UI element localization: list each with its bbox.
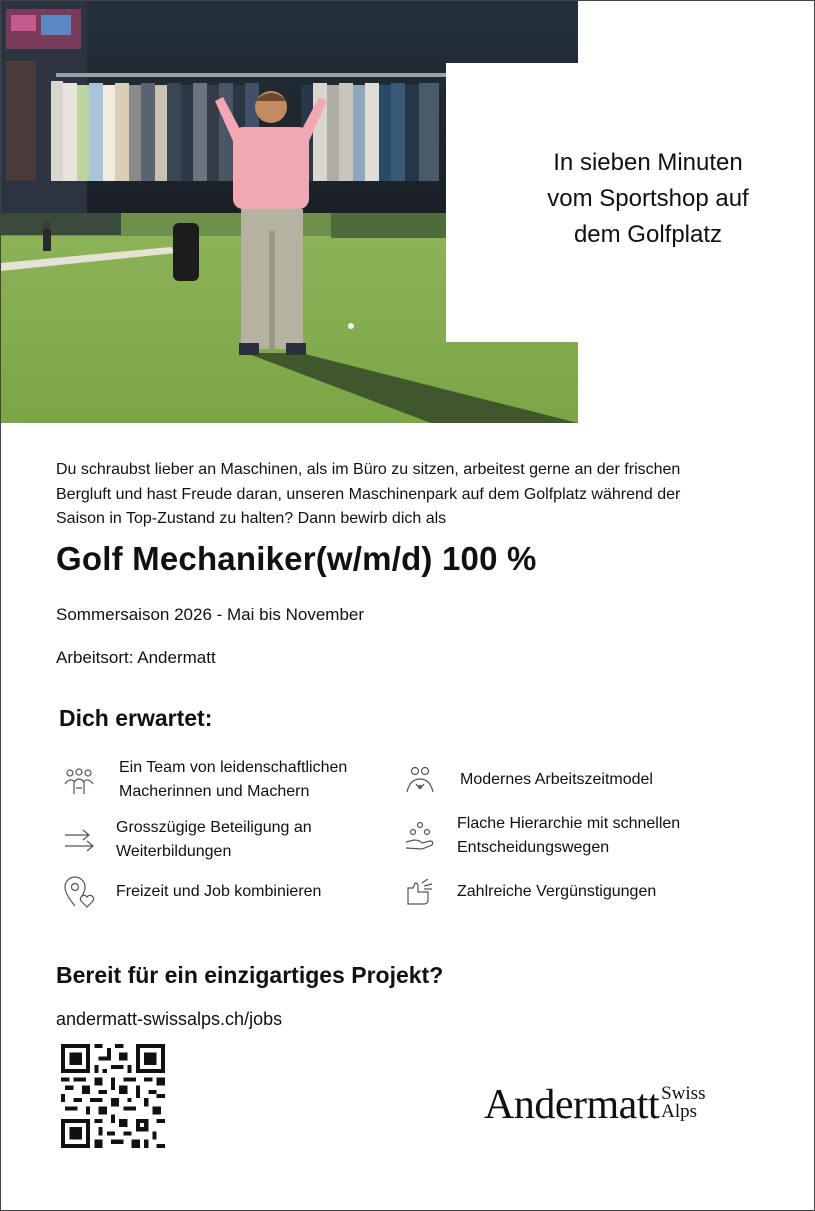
hierarchy-hand-icon bbox=[402, 818, 438, 854]
job-title: Golf Mechaniker(w/m/d) 100 % bbox=[56, 540, 537, 577]
cta-title: Bereit für ein einzigartiges Projekt? bbox=[56, 962, 444, 988]
benefit-item-education bbox=[61, 816, 312, 864]
benefit-item-team bbox=[61, 756, 347, 804]
benefit-item-working-time bbox=[402, 762, 653, 798]
hero-headline bbox=[520, 145, 776, 253]
benefit-item-leisure bbox=[61, 874, 321, 910]
logo-wordmark: Andermatt bbox=[484, 1082, 660, 1128]
qr-code[interactable] bbox=[61, 1044, 165, 1148]
benefit-text: Modernes Arbeitszeitmodel bbox=[460, 771, 653, 788]
hero-headline-line: In sieben Minuten bbox=[553, 149, 743, 176]
job-season: Sommersaison 2026 - Mai bis November bbox=[56, 605, 365, 624]
working-time-icon bbox=[402, 762, 438, 798]
benefits-title: Dich erwartet: bbox=[59, 705, 213, 731]
intro-line: Saison in Top-Zustand zu halten? Dann bewirb dich als bbox=[56, 510, 447, 527]
logo-sub-top: Swiss bbox=[661, 1083, 706, 1104]
intro-line: Du schraubst lieber an Maschinen, als im Büro zu sitzen, arbeitest gerne an der frischen bbox=[56, 461, 681, 478]
jobs-url-link[interactable]: andermatt-swissalps.ch/jobs bbox=[56, 1009, 283, 1029]
benefit-text: Flache Hierarchie mit schnellen bbox=[457, 815, 681, 832]
benefit-text: Ein Team von leidenschaftlichen bbox=[119, 759, 348, 776]
pointing-hand-icon bbox=[402, 874, 438, 910]
benefit-item-hierarchy bbox=[402, 812, 680, 860]
benefit-text: Zahlreiche Vergünstigungen bbox=[457, 883, 657, 900]
logo-subtitle bbox=[661, 1085, 705, 1121]
logo-sub-bottom: Alps bbox=[661, 1101, 698, 1122]
intro-paragraph bbox=[56, 458, 776, 532]
benefit-text: Entscheidungswegen bbox=[457, 839, 610, 856]
benefit-text: Macherinnen und Machern bbox=[119, 783, 310, 800]
benefit-item-discounts bbox=[402, 874, 656, 910]
benefit-text: Grosszügige Beteiligung an bbox=[116, 819, 312, 836]
andermatt-swiss-alps-logo bbox=[484, 1082, 705, 1128]
intro-line: Bergluft und hast Freude daran, unseren Maschinenpark auf dem Golfplatz während der bbox=[56, 485, 681, 503]
team-icon bbox=[61, 762, 97, 798]
hero-headline-line: dem Golfplatz bbox=[573, 221, 723, 248]
arrows-icon bbox=[61, 822, 97, 858]
location-heart-icon bbox=[61, 874, 97, 910]
benefit-text: Freizeit und Job kombinieren bbox=[116, 883, 322, 900]
job-location: Arbeitsort: Andermatt bbox=[56, 648, 216, 667]
hero-headline-line: vom Sportshop auf bbox=[547, 185, 749, 212]
benefit-text: Weiterbildungen bbox=[116, 843, 232, 860]
